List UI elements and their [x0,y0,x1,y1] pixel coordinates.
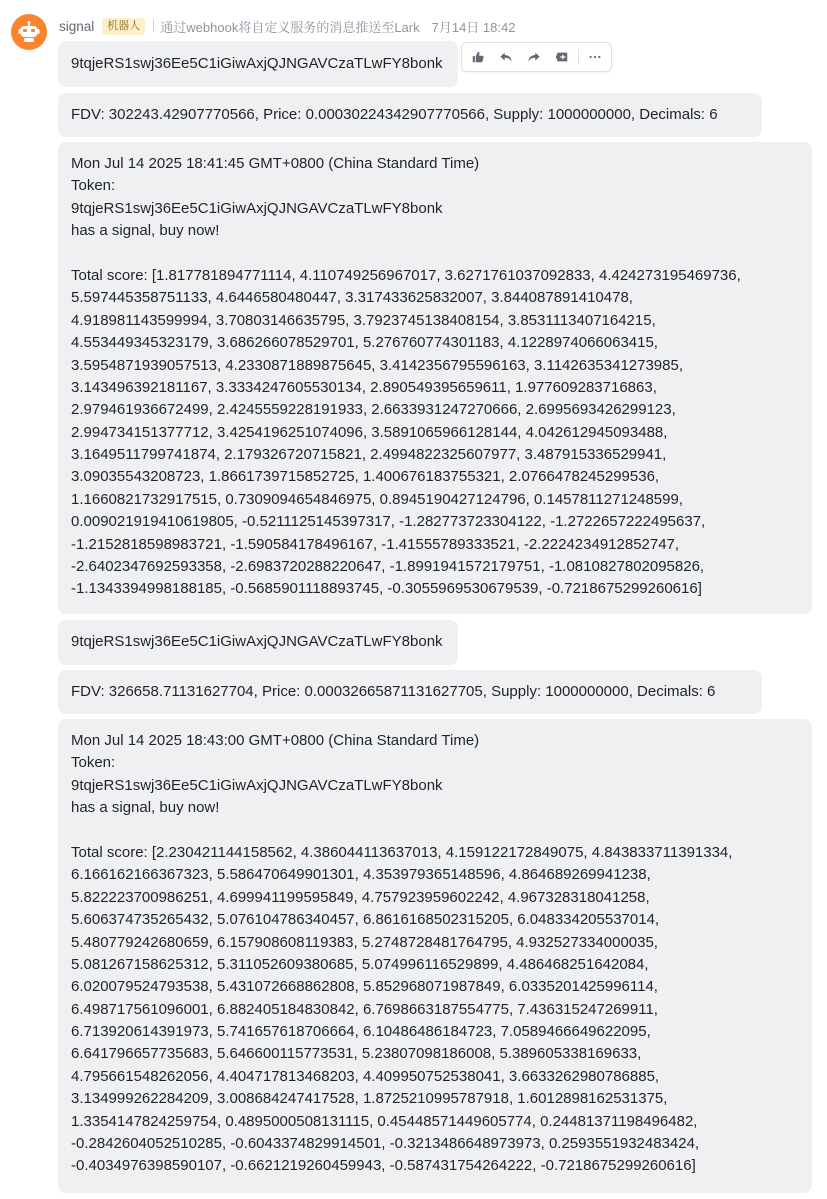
more-icon[interactable] [582,44,608,70]
message-line: -0.2842604052510285, -0.6043374829914501, -0.3213486648973973, 0.2593551932483424, [71,1135,700,1153]
message-line: 5.480779242680659, 6.157908608119383, 5.2748728481764795, 4.932527334000035, [71,933,658,951]
thumbs-up-icon[interactable] [465,44,491,70]
message-line: -2.6402347692593358, -2.6983720288220647, -1.8991941572179751, -1.0810827802095826, [71,558,705,576]
message-line: Total score: [1.817781894771114, 4.110749256967017, 3.6271761037092833, 4.424273195469736, [71,266,741,284]
robot-icon [17,20,41,44]
message-line: 5.822223700986251, 4.699941199595849, 4.757923959602242, 4.967328318041258, [71,888,650,906]
message-text: FDV: 326658.71131627704, Price: 0.00032665871131627705, Supply: 1000000000, Decimals: 6 [71,682,716,700]
message-line: 4.918981143599994, 3.70803146635795, 3.7923745138408154, 3.8531113407164215, [71,311,656,329]
message-line: Total score: [2.230421144158562, 4.386044113637013, 4.159122172849075, 4.843833711391334, [71,843,733,861]
message-line: -1.1343394998188185, -0.5685901118893745, -0.3055969530679539, -0.7218675299260616] [71,580,702,598]
message-text: FDV: 302243.42907770566, Price: 0.00030224342907770566, Supply: 1000000000, Decimals: 6 [71,105,718,123]
bot-description: 通过webhook将自定义服务的消息推送至Lark [160,19,420,35]
message-line: -0.4034976398590107, -0.6621219260459943, -0.587431754264222, -0.7218675299260616] [71,1157,696,1175]
message-line: 4.553449345323179, 3.686266078529701, 5.276760774301183, 4.1228974066063415, [71,334,658,352]
message-header [59,16,515,36]
message-line: 2.979461936672499, 2.4245559228191933, 2.6633931247270666, 2.6995693426299123, [71,401,676,419]
message-bubble-signal-1[interactable] [58,142,812,614]
message-line: 4.795661548262056, 4.404717813468203, 4.409950752538041, 3.6633262980786885, [71,1067,660,1085]
message-text: 9tqjeRS1swj36Ee5C1iGiwAxjQJNGAVCzaTLwFY8bonk [71,54,443,72]
message-line: 1.3354147824259754, 0.4895000508131115, 0.45448571449605774, 0.24481371198496482, [71,1112,698,1130]
message-line: has a signal, buy now! [71,799,220,817]
message-line: 6.020079524793538, 5.431072668862808, 5.852968071987849, 6.0335201425996114, [71,978,658,996]
reply-icon[interactable] [493,44,519,70]
header-divider [153,20,154,32]
message-line: 0.009021919410619805, -0.5211125145397317, -1.282773723304122, -1.2722657222495637, [71,513,706,531]
message-bubble-token-2[interactable] [58,620,458,665]
message-line: 6.713920614391973, 5.741657618706664, 6.10486486184723, 7.0589466649622095, [71,1023,651,1041]
message-line: 3.134999262284209, 3.008684247417528, 1.8725210995787918, 1.6012898162531375, [71,1090,668,1108]
message-line: 3.09035543208723, 1.8661739715852725, 1.400676183755321, 2.0766478245299536, [71,468,660,486]
message-line: 5.081267158625312, 5.311052609380685, 5.074996116529899, 4.486468251642084, [71,955,649,973]
message-bubble-signal-2[interactable] [58,719,812,1193]
message-line: 2.994734151377712, 3.4254196251074096, 3.5891065966128144, 4.042612945093488, [71,423,668,441]
message-line: 6.166162166367323, 5.586470649901301, 4.353979365148596, 4.864689269941238, [71,866,651,884]
message-line: 1.1660821732917515, 0.7309094654846975, 0.8945190427124796, 0.1457811271248599, [71,490,684,508]
message-line: -1.2152818598983721, -1.590584178496167, -1.41555789333521, -2.2224234912852747, [71,535,680,553]
message-line: Mon Jul 14 2025 18:43:00 GMT+0800 (China Standard Time) [71,732,480,749]
sender-name[interactable]: signal [59,18,95,34]
message-line: 3.1649511799741874, 2.179326720715821, 2.4994822325607977, 3.487915336529941, [71,446,667,464]
bot-badge: 机器人 [102,18,145,35]
message-action-toolbar [461,42,612,72]
message-line [71,820,799,842]
message-timestamp: 7月14日 18:42 [431,19,516,35]
message-line: Token: [71,754,116,772]
message-line: Mon Jul 14 2025 18:41:45 GMT+0800 (China Standard Time) [71,155,480,172]
message-line: has a signal, buy now! [71,222,220,240]
forward-icon[interactable] [521,44,547,70]
bot-avatar[interactable] [11,14,47,50]
message-line: 3.5954871939057513, 4.2330871889875645, 3.4142356795596163, 3.1142635341273985, [71,356,684,374]
message-line: 9tqjeRS1swj36Ee5C1iGiwAxjQJNGAVCzaTLwFY8bonk [71,199,443,217]
add-to-tasks-icon[interactable] [549,44,575,70]
message-bubble-token-1[interactable] [58,41,458,87]
message-line: 6.641796657735683, 5.646600115773531, 5.23807098186008, 5.389605338169633, [71,1045,642,1063]
message-line: 6.498717561096001, 6.882405184830842, 6.7698663187554775, 7.436315247269911, [71,1000,658,1018]
message-line: 5.606374735265432, 5.076104786340457, 6.8616168502315205, 6.048334205537014, [71,911,660,929]
message-text: 9tqjeRS1swj36Ee5C1iGiwAxjQJNGAVCzaTLwFY8bonk [71,633,443,651]
message-line: 3.143496392181167, 3.3334247605530134, 2.890549395659611, 1.977609283716863, [71,378,657,396]
message-bubble-fdv-2[interactable] [58,670,762,714]
toolbar-divider [578,49,579,65]
message-line: 5.597445358751133, 4.6446580480447, 3.317433625832007, 3.844087891410478, [71,289,633,307]
message-line: Token: [71,177,116,195]
message-line: 9tqjeRS1swj36Ee5C1iGiwAxjQJNGAVCzaTLwFY8bonk [71,776,443,794]
message-bubble-fdv-1[interactable] [58,93,762,137]
message-line [71,243,799,265]
